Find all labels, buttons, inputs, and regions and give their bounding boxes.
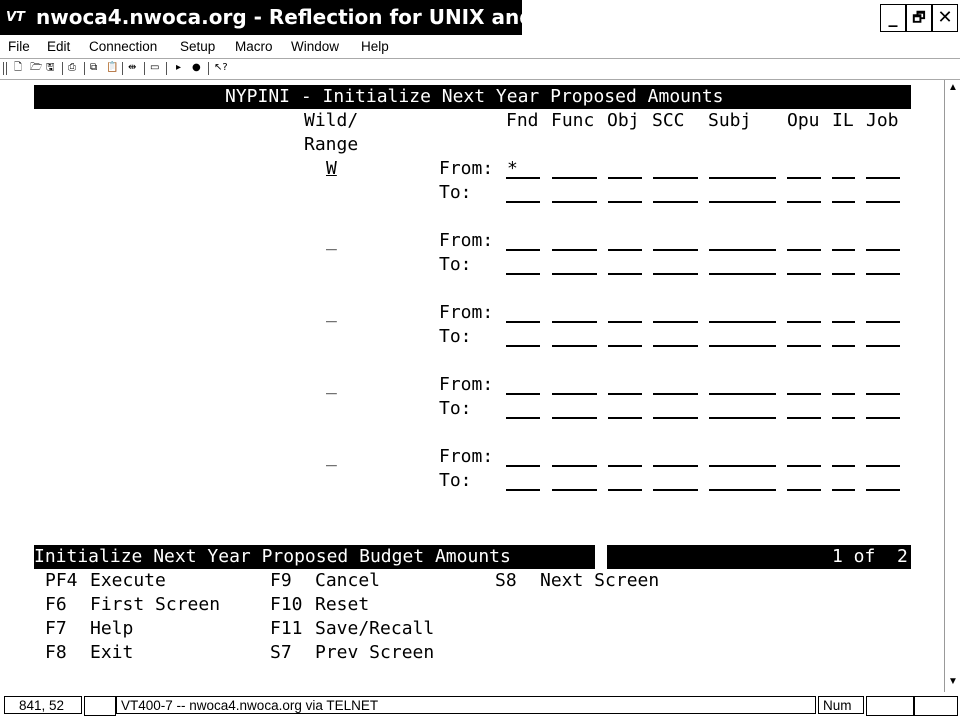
from-subj-field[interactable] xyxy=(709,249,776,251)
from-subj-field[interactable] xyxy=(709,393,776,395)
wild-range-field[interactable]: _ xyxy=(326,446,337,467)
from-opu-field[interactable] xyxy=(787,393,821,395)
from-label: From: xyxy=(439,230,494,251)
to-il-field[interactable] xyxy=(832,489,855,491)
from-label: From: xyxy=(439,446,494,467)
to-subj-field[interactable] xyxy=(709,489,776,491)
col-subj: Subj xyxy=(708,110,752,131)
key-s7[interactable]: S7 xyxy=(270,642,292,663)
from-scc-field[interactable] xyxy=(653,177,698,179)
from-func-field[interactable] xyxy=(552,465,597,467)
to-opu-field[interactable] xyxy=(787,489,821,491)
key-f11[interactable]: F11 xyxy=(270,618,303,639)
toolbar-separator xyxy=(122,62,123,75)
from-opu-field[interactable] xyxy=(787,321,821,323)
menu-setup[interactable]: Setup xyxy=(180,39,216,54)
toolbar xyxy=(0,58,960,80)
from-func-field[interactable] xyxy=(552,177,597,179)
wild-range-field[interactable]: _ xyxy=(326,374,337,395)
to-obj-field[interactable] xyxy=(608,489,642,491)
from-label: From: xyxy=(439,374,494,395)
to-label: To: xyxy=(439,398,472,419)
menu-connection[interactable]: Connection xyxy=(89,39,158,54)
key-f10-label[interactable]: Reset xyxy=(315,594,370,615)
save-icon[interactable]: 🖫 xyxy=(46,62,55,73)
to-scc-field[interactable] xyxy=(653,345,698,347)
from-subj-field[interactable] xyxy=(709,465,776,467)
toolbar-separator xyxy=(166,62,167,75)
key-f9[interactable]: F9 xyxy=(270,570,292,591)
paste-icon[interactable]: 📋 xyxy=(106,62,119,73)
num-lock-indicator: Num xyxy=(818,696,864,714)
status-blank-cell xyxy=(866,696,914,716)
to-label: To: xyxy=(439,254,472,275)
col-obj: Obj xyxy=(607,110,640,131)
toolbar-separator xyxy=(62,62,63,75)
footer-title: Initialize Next Year Proposed Budget Amounts xyxy=(34,546,511,567)
col-opu: Opu xyxy=(787,110,820,131)
to-il-field[interactable] xyxy=(832,417,855,419)
connect-icon[interactable]: ⇹ xyxy=(128,62,137,73)
to-job-field[interactable] xyxy=(866,273,900,275)
to-obj-field[interactable] xyxy=(608,273,642,275)
col-il: IL xyxy=(832,110,854,131)
key-f11-label[interactable]: Save/Recall xyxy=(315,618,435,639)
to-scc-field[interactable] xyxy=(653,417,698,419)
cursor-position: 841, 52 xyxy=(4,696,82,714)
from-fnd-value[interactable]: * xyxy=(507,158,518,179)
to-func-field[interactable] xyxy=(552,273,597,275)
restore-button[interactable]: 🗗 xyxy=(906,4,932,32)
from-func-field[interactable] xyxy=(552,393,597,395)
range-label: Range xyxy=(304,134,359,155)
from-opu-field[interactable] xyxy=(787,465,821,467)
to-opu-field[interactable] xyxy=(787,345,821,347)
status-bar xyxy=(0,692,960,720)
from-scc-field[interactable] xyxy=(653,393,698,395)
to-il-field[interactable] xyxy=(832,273,855,275)
window-title: nwoca4.nwoca.org - Reflection for UNIX and Digital xyxy=(36,5,616,29)
menu-macro[interactable]: Macro xyxy=(235,39,273,54)
from-obj-field[interactable] xyxy=(608,249,642,251)
to-func-field[interactable] xyxy=(552,345,597,347)
to-subj-field[interactable] xyxy=(709,417,776,419)
toolbar-separator xyxy=(144,62,145,75)
from-fnd-field[interactable] xyxy=(506,393,540,395)
wild-label: Wild/ xyxy=(304,110,359,131)
key-f7[interactable]: F7 xyxy=(45,618,67,639)
from-job-field[interactable] xyxy=(866,321,900,323)
from-obj-field[interactable] xyxy=(608,465,642,467)
print-icon[interactable]: ⎙ xyxy=(68,62,76,73)
menu-file[interactable]: File xyxy=(8,39,30,54)
page-indicator: 1 of 2 xyxy=(832,546,908,567)
to-il-field[interactable] xyxy=(832,201,855,203)
menu-edit[interactable]: Edit xyxy=(47,39,71,54)
from-obj-field[interactable] xyxy=(608,321,642,323)
key-f8[interactable]: F8 xyxy=(45,642,67,663)
status-blank-cell xyxy=(84,696,116,716)
close-button[interactable]: ✕ xyxy=(932,4,958,32)
to-label: To: xyxy=(439,470,472,491)
to-fnd-field[interactable] xyxy=(506,417,540,419)
to-subj-field[interactable] xyxy=(709,201,776,203)
key-f10[interactable]: F10 xyxy=(270,594,303,615)
scroll-down-icon[interactable]: ▼ xyxy=(948,676,958,687)
to-job-field[interactable] xyxy=(866,201,900,203)
to-fnd-field[interactable] xyxy=(506,489,540,491)
from-obj-field[interactable] xyxy=(608,177,642,179)
toolbar-separator xyxy=(208,62,209,75)
key-s8[interactable]: S8 xyxy=(495,570,517,591)
menu-help[interactable]: Help xyxy=(361,39,389,54)
to-fnd-field[interactable] xyxy=(506,345,540,347)
session-info: VT400-7 -- nwoca4.nwoca.org via TELNET xyxy=(116,696,816,714)
menu-bar xyxy=(0,36,960,58)
menu-window[interactable]: Window xyxy=(291,39,340,54)
from-il-field[interactable] xyxy=(832,177,855,179)
wild-range-field[interactable]: _ xyxy=(326,230,337,251)
from-il-field[interactable] xyxy=(832,249,855,251)
copy-icon[interactable]: ⧉ xyxy=(90,62,98,73)
to-opu-field[interactable] xyxy=(787,273,821,275)
transfer-icon[interactable]: ▭ xyxy=(150,62,160,73)
scroll-up-icon[interactable]: ▲ xyxy=(948,82,958,93)
toolbar-grip xyxy=(3,62,4,75)
to-scc-field[interactable] xyxy=(653,273,698,275)
to-func-field[interactable] xyxy=(552,201,597,203)
to-label: To: xyxy=(439,182,472,203)
toolbar-grip xyxy=(6,62,7,75)
to-obj-field[interactable] xyxy=(608,417,642,419)
from-func-field[interactable] xyxy=(552,321,597,323)
from-scc-field[interactable] xyxy=(653,321,698,323)
from-fnd-field[interactable] xyxy=(506,465,540,467)
col-job: Job xyxy=(866,110,899,131)
from-job-field[interactable] xyxy=(866,249,900,251)
from-il-field[interactable] xyxy=(832,321,855,323)
from-label: From: xyxy=(439,158,494,179)
key-f7-label[interactable]: Help xyxy=(90,618,134,639)
to-subj-field[interactable] xyxy=(709,345,776,347)
play-icon[interactable]: ▸ xyxy=(176,62,182,73)
from-scc-field[interactable] xyxy=(653,465,698,467)
key-s8-label[interactable]: Next Screen xyxy=(540,570,660,591)
to-il-field[interactable] xyxy=(832,345,855,347)
from-il-field[interactable] xyxy=(832,393,855,395)
from-label: From: xyxy=(439,302,494,323)
col-scc: SCC xyxy=(652,110,685,131)
from-fnd-field[interactable] xyxy=(506,249,540,251)
key-f6-label[interactable]: First Screen xyxy=(90,594,221,615)
from-subj-field[interactable] xyxy=(709,177,776,179)
to-scc-field[interactable] xyxy=(653,489,698,491)
key-s7-label[interactable]: Prev Screen xyxy=(315,642,435,663)
to-job-field[interactable] xyxy=(866,417,900,419)
to-label: To: xyxy=(439,326,472,347)
context-help-icon[interactable]: ↖? xyxy=(214,62,228,73)
to-job-field[interactable] xyxy=(866,345,900,347)
toolbar-separator xyxy=(84,62,85,75)
wild-range-field[interactable]: W xyxy=(326,158,337,179)
key-f8-label[interactable]: Exit xyxy=(90,642,134,663)
record-icon[interactable]: ● xyxy=(192,62,201,73)
to-opu-field[interactable] xyxy=(787,201,821,203)
from-opu-field[interactable] xyxy=(787,249,821,251)
to-fnd-field[interactable] xyxy=(506,201,540,203)
wild-range-field[interactable]: _ xyxy=(326,302,337,323)
new-icon[interactable]: 🗋 xyxy=(14,62,23,73)
to-scc-field[interactable] xyxy=(653,201,698,203)
from-subj-field[interactable] xyxy=(709,321,776,323)
title-bar xyxy=(0,0,960,35)
col-func: Func xyxy=(551,110,595,131)
key-pf4-label[interactable]: Execute xyxy=(90,570,166,591)
from-obj-field[interactable] xyxy=(608,393,642,395)
from-fnd-field[interactable] xyxy=(506,321,540,323)
to-opu-field[interactable] xyxy=(787,417,821,419)
minimize-button[interactable]: _ xyxy=(880,4,906,32)
col-fnd: Fnd xyxy=(506,110,539,131)
to-subj-field[interactable] xyxy=(709,273,776,275)
key-f6[interactable]: F6 xyxy=(45,594,67,615)
open-icon[interactable]: 🗁 xyxy=(30,62,43,73)
from-opu-field[interactable] xyxy=(787,177,821,179)
from-job-field[interactable] xyxy=(866,465,900,467)
from-il-field[interactable] xyxy=(832,465,855,467)
from-job-field[interactable] xyxy=(866,177,900,179)
vertical-scrollbar[interactable] xyxy=(944,80,961,692)
to-fnd-field[interactable] xyxy=(506,273,540,275)
from-func-field[interactable] xyxy=(552,249,597,251)
from-scc-field[interactable] xyxy=(653,249,698,251)
from-job-field[interactable] xyxy=(866,393,900,395)
app-icon[interactable]: VT xyxy=(6,10,25,25)
terminal-screen[interactable] xyxy=(0,80,944,692)
to-obj-field[interactable] xyxy=(608,345,642,347)
to-obj-field[interactable] xyxy=(608,201,642,203)
to-job-field[interactable] xyxy=(866,489,900,491)
key-pf4[interactable]: PF4 xyxy=(45,570,78,591)
key-f9-label[interactable]: Cancel xyxy=(315,570,381,591)
to-func-field[interactable] xyxy=(552,417,597,419)
to-func-field[interactable] xyxy=(552,489,597,491)
status-blank-cell xyxy=(914,696,958,716)
screen-header: NYPINI - Initialize Next Year Proposed Amounts xyxy=(225,86,724,107)
